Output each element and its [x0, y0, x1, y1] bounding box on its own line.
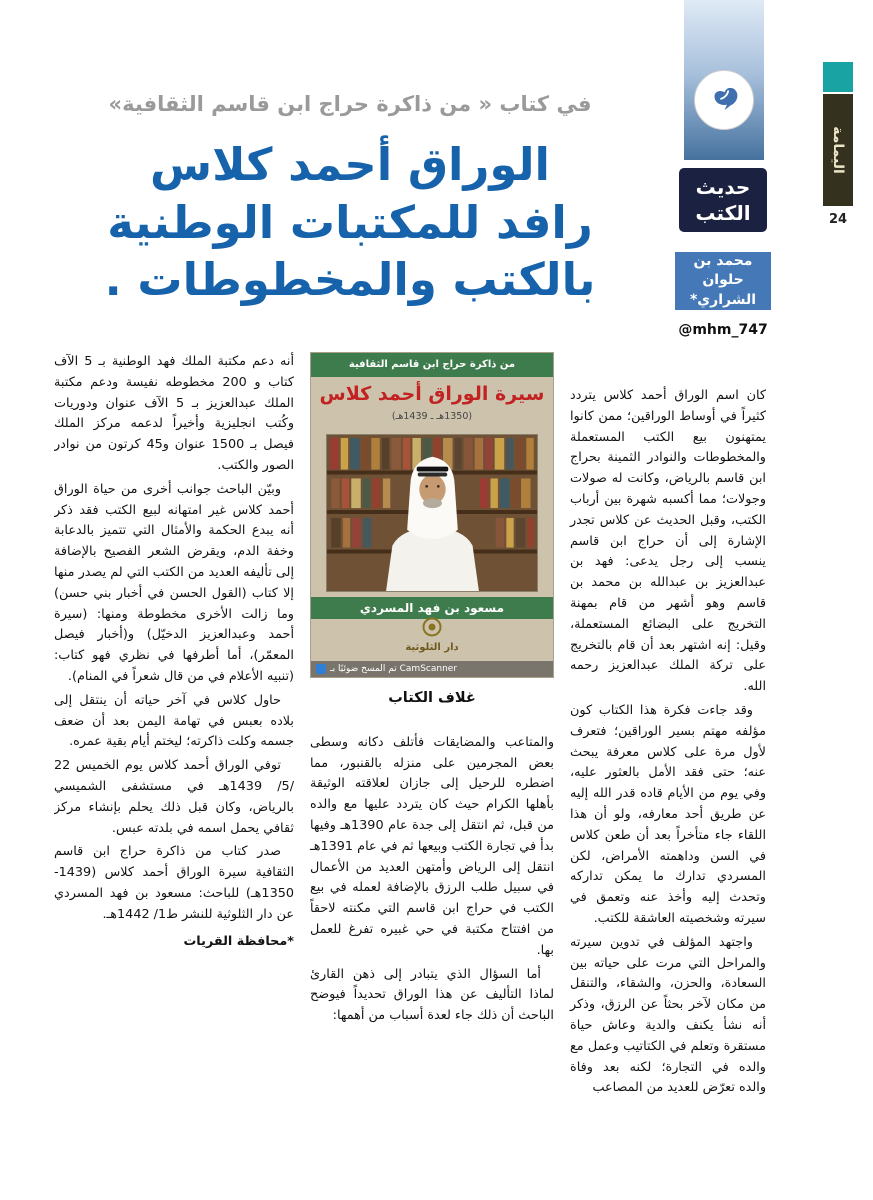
- watermark-text: تم المسح ضوئيًا بـ CamScanner: [330, 663, 458, 674]
- cover-series-title: من ذاكرة حراج ابن قاسم الثقافية: [311, 353, 553, 377]
- book-cover: [310, 352, 554, 678]
- cover-photo: [326, 434, 539, 592]
- dove-logo-icon: [705, 81, 743, 119]
- article-paragraph: صدر كتاب من ذاكرة حراج ابن قاسم الثقافية سيرة الوراق أحمد كلاس (1439-1350هـ) للباحث: مسعود بن فهد المسردي عن دار الثلوثية للنشر ط1/ 1442هـ.: [54, 844, 294, 922]
- headline-line-2: رافد للمكتبات الوطنية: [107, 195, 593, 249]
- headline-line-1: الوراق أحمد كلاس: [150, 138, 550, 191]
- column-title-box: [679, 168, 767, 232]
- man-portrait-illustration: [327, 435, 538, 591]
- scan-watermark: [311, 661, 553, 677]
- book-cover-figure: [310, 352, 554, 709]
- article-paragraph: حاول كلاس في آخر حياته أن ينتقل إلى بلاده بعبس في تهامة اليمن بعد أن ضعف جسمه وكلت ذاكرته؛ ليختم أيام بقية عمره.: [54, 692, 294, 750]
- article-kicker: في كتاب « من ذاكرة حراج ابن قاسم الثقافية»: [108, 92, 592, 116]
- author-footnote: *محافظة القريات: [183, 933, 294, 949]
- cover-dates: (1350هـ ـ 1439هـ): [391, 410, 473, 422]
- magazine-spine: [823, 94, 853, 206]
- cover-author-band: مسعود بن فهد المسردي: [311, 597, 553, 619]
- spine-tab: [823, 62, 853, 92]
- twitter-handle: @mhm_747: [678, 322, 768, 338]
- article-paragraph: واجتهد المؤلف في تدوين سيرته والمراحل التي مرت على حياته بين السعادة، والحزن، والشقاء، والتنقل من مكان لآخر بحثاً عن الرزق، وذكر أنه نشأ يكنف والدية وعاش حياة مستقرة وتعلم في الكتاتيب وعمل مع والده في التجارة؛ لكنه بعد وفاة والده تعرّض للعديد من المصاعب: [570, 934, 766, 1096]
- column-middle: [310, 352, 554, 1164]
- page-number: 24: [828, 212, 848, 227]
- publisher-name: دار الثلوثية: [405, 642, 459, 654]
- publisher-logo: [311, 617, 553, 659]
- magazine-name: اليمامة: [829, 126, 846, 174]
- article-paragraph: أما السؤال الذي يتبادر إلى ذهن القارئ لماذا التأليف عن هذا الوراق تحديداً فيوضح الباحث أن ذلك جاء لعدة أسباب من أهمها:: [310, 966, 554, 1024]
- magazine-logo: [694, 70, 754, 130]
- cover-caption: غلاف الكتاب: [388, 690, 476, 706]
- author-name: محمد بن حلوان الشراري*: [689, 252, 757, 308]
- column-right: [570, 352, 766, 1164]
- camscanner-icon: [316, 664, 326, 674]
- article-body: [54, 352, 766, 1164]
- article-paragraph: وقد جاءت فكرة هذا الكتاب كون مؤلفه مهتم بسير الوراقين؛ فتعرف لأول مرة على كلاس معرفة يبحث عنه؛ حتى فقد الأمل بالعثور عليه، وفي يوم من الأيام قاده قدر الله إليه عن طريق أحد معارفه، ولو أن هذا اللقاء جاء متأخراً بعد أن طعن كلاس في السن وداهمته الأمراض، لكن المسردي تدارك ما يمكن تداركه وتحدث إليه وأخذ عنه وتعمق في سيرته وشخصيته العاشقة للكتب.: [570, 702, 766, 926]
- brand-banner: [684, 0, 764, 160]
- article-headline: [30, 136, 670, 309]
- publisher-emblem-icon: [422, 617, 442, 637]
- article-paragraph: توفي الوراق أحمد كلاس يوم الخميس 22 /5/ 1439هـ في مستشفى الشميسي بالرياض، وكان قبل ذلك يحلم بإنشاء مركز ثقافي يحمل اسمه في بلدته عبس.: [54, 758, 294, 836]
- article-paragraph: أنه دعم مكتبة الملك فهد الوطنية بـ 5 الآف كتاب و 200 مخطوطه نفيسة ودعم مكتبة الملك عبدالعزيز بـ 5 الآف عنوان ودوريات وكُتب انجليزية وأخيراً لدعمه مركز الملك فيصل بـ 1500 عنوان و45 كرتون من نوادر الصور والكتب.: [54, 354, 295, 473]
- author-name-box: [675, 252, 771, 310]
- article-paragraph: وبيّن الباحث جوانب أخرى من حياة الوراق أحمد كلاس غير امتهانه لبيع الكتب فقد ذكر أنه يبدع الحكمة والأمثال التي تتميز بالدعابة وخفة الدم، ويقرض الشعر الفصيح بالإضافة إلى تأليفه العديد من الكتب التي لم يصدر منها إلا كتاب (القول الحسن في أخبار بني حسن) وما زالت الأخرى مخطوطة ومنها: (سيرة أحمد وعبدالعزيز الدخيّل) و(أخبار فيصل المعمّر)، أما أطرفها في نظري فهو كتاب: (تنبيه الأعلام في من قال شعراً في المنام).: [54, 481, 294, 684]
- article-paragraph: كان اسم الوراق أحمد كلاس يتردد كثيراً في أوساط الوراقين؛ ممن كانوا يمتهنون بيع الكتب المستعملة والمخطوطات والنوادر الثمينة بحراج ابن قاسم بالرياض، وكانت له صولات وجولات؛ مما أكسبه شهرة بين أرباب الكتب، وقبل الحديث عن كلاس تجدر الإشارة إلى أن حراج ابن قاسم ينسب إلى رجل يدعى: فهد بن عبدالعزيز بن عبدالله بن محمد بن قاسم وهو أشهر من قام بمهنة التخريج على البضائع المستعملة، وقيل: إنه اشتهر بعد أن قام بالتخريج على تركة الملك عبدالعزيز رحمه الله.: [570, 388, 766, 695]
- column-left: [54, 352, 294, 1164]
- column-title: حديث الكتب: [695, 175, 751, 225]
- article-paragraph: والمتاعب والمضايقات فأتلف دكانه وسطى بعض المجرمين على منزله بالقنبور، مما اضطره للرحيل إلى جازان لعلاقته الوثيقة بأهلها الكرام حيث كان يتردد عليها مع والده من قبل، ثم انتقل إلى جدة عام 1390هـ وفيها بدأ في تجارة الكتب وبيعها ثم في عام 1391هـ انتقل إلى الرياض وأمتهن العديد من الأعمال في سبيل طلب الرزق بالإضافة لعمله في بيع الكتب في حراج ابن قاسم التي مكنته لاحقاً من افتتاح مكتبة في حي غبيره تفرغ للعمل بها.: [310, 734, 554, 958]
- cover-title: سيرة الوراق أحمد كلاس: [319, 383, 545, 405]
- headline-line-3: بالكتب والمخطوطات .: [104, 253, 596, 307]
